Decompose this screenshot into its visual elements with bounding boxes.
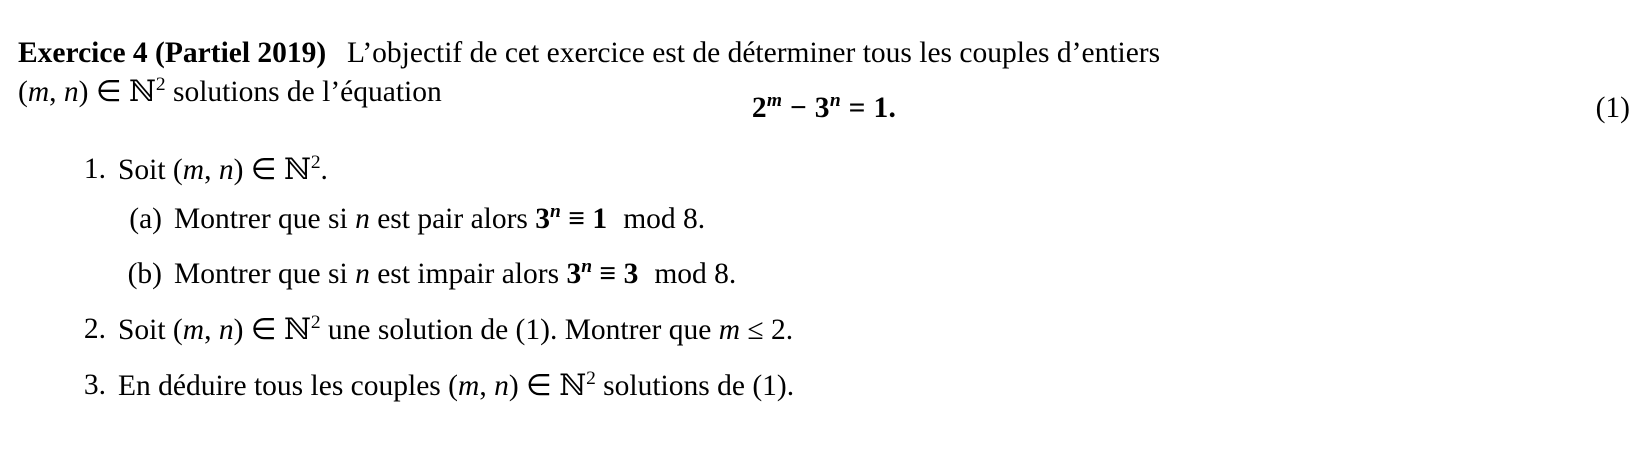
item1-natural-numbers-symbol: ℕ bbox=[283, 152, 311, 186]
equation-number-tag: (1) bbox=[1595, 92, 1630, 124]
exercise-title: Exercice 4 (Partiel 2019) bbox=[18, 36, 327, 69]
item1b-text-after: . bbox=[728, 257, 737, 290]
item1-exponent: 2 bbox=[310, 152, 321, 174]
item3-variable-m: m bbox=[458, 369, 480, 402]
list-item-3-text bbox=[118, 367, 795, 402]
item3-variable-n: n bbox=[494, 369, 509, 402]
item2-variable-n: n bbox=[218, 313, 234, 346]
item2-exponent: 2 bbox=[310, 311, 321, 333]
equation-1 bbox=[752, 92, 896, 125]
list-item-2-number: 2. bbox=[83, 312, 106, 345]
list-item-1a-label: (a) bbox=[129, 202, 162, 235]
item1a-math-relation: ≡ 1 bbox=[560, 202, 608, 235]
list-item-1b-label: (b) bbox=[127, 257, 162, 290]
item3-in-symbol: ) ∈ bbox=[508, 369, 560, 402]
item2-text-after: une solution de (1). Montrer que bbox=[320, 313, 719, 346]
item1-text-before: Soit ( bbox=[118, 154, 183, 186]
intro-text-part1: L’objectif de cet exercice est de déterminer tous les couples d’entiers bbox=[347, 36, 1161, 69]
list-item-1-number: 1. bbox=[83, 153, 106, 185]
item1b-text-mid: est impair alors bbox=[369, 257, 567, 290]
item3-natural-numbers-symbol: ℕ bbox=[559, 367, 587, 402]
item1b-math-exponent: n bbox=[581, 256, 593, 278]
list-item-2 bbox=[72, 310, 1612, 350]
intro-exponent-2: 2 bbox=[155, 74, 166, 96]
list-item-1-text bbox=[118, 154, 328, 186]
item2-variable-m: m bbox=[182, 313, 205, 346]
intro-comma: , bbox=[49, 75, 64, 108]
list-item-1b-text bbox=[174, 258, 736, 290]
natural-numbers-symbol: ℕ bbox=[128, 73, 156, 108]
item1b-variable-n: n bbox=[355, 257, 370, 290]
item1-text-after: . bbox=[320, 154, 328, 186]
item2-text-before: Soit ( bbox=[118, 313, 183, 346]
intro-text-part3: solutions de l’équation bbox=[165, 75, 442, 108]
displayed-equation-row bbox=[18, 92, 1630, 125]
list-item-1 bbox=[72, 150, 1612, 294]
item3-text-before: En déduire tous les couples ( bbox=[118, 369, 458, 402]
item1b-text-before: Montrer que si bbox=[174, 257, 356, 290]
item1a-math-base: 3 bbox=[535, 202, 551, 235]
item3-text-after: solutions de (1). bbox=[595, 369, 795, 402]
equation-exponent-n: n bbox=[829, 90, 841, 112]
intro-in-symbol: ) ∈ bbox=[78, 75, 129, 108]
list-item-2-text bbox=[118, 311, 794, 346]
item1-in-symbol: ) ∈ bbox=[233, 154, 284, 186]
equation-minus: − bbox=[782, 92, 815, 124]
list-item-1b bbox=[118, 255, 1612, 294]
item2-final-relation: ≤ 2. bbox=[740, 313, 794, 346]
list-item-1a bbox=[118, 200, 1612, 239]
item1-comma: , bbox=[204, 154, 219, 186]
intro-variable-n: n bbox=[63, 75, 79, 108]
item1a-math-exponent: n bbox=[550, 201, 561, 223]
sub-question-list bbox=[118, 200, 1612, 294]
item1-variable-m: m bbox=[182, 154, 205, 186]
item1b-math-relation: ≡ 3 bbox=[592, 257, 639, 290]
item2-final-variable-m: m bbox=[718, 313, 741, 346]
list-item-3-number: 3. bbox=[83, 368, 106, 401]
item1b-modulus: mod 8 bbox=[654, 257, 729, 290]
equation-base-2: 2 bbox=[751, 92, 767, 124]
item2-comma: , bbox=[204, 313, 219, 346]
item3-exponent: 2 bbox=[586, 367, 596, 389]
equation-equals-one: = 1. bbox=[840, 92, 897, 124]
item1b-math-base: 3 bbox=[566, 257, 582, 290]
intro-open-paren: ( bbox=[18, 75, 28, 108]
equation-exponent-m: m bbox=[766, 90, 783, 112]
question-list bbox=[72, 150, 1612, 422]
item3-comma: , bbox=[479, 369, 495, 402]
item1a-text-before: Montrer que si bbox=[174, 202, 356, 235]
equation-base-3: 3 bbox=[814, 92, 830, 124]
list-item-1a-text bbox=[174, 203, 705, 235]
item1a-text-mid: est pair alors bbox=[369, 202, 536, 235]
intro-variable-m: m bbox=[27, 75, 50, 108]
item1-variable-n: n bbox=[218, 154, 234, 186]
item2-natural-numbers-symbol: ℕ bbox=[283, 311, 311, 346]
item2-in-symbol: ) ∈ bbox=[233, 313, 284, 346]
item1a-variable-n: n bbox=[355, 202, 370, 235]
item1a-text-after: . bbox=[697, 202, 706, 235]
list-item-3 bbox=[72, 366, 1612, 406]
item1a-modulus: mod 8 bbox=[623, 202, 698, 235]
